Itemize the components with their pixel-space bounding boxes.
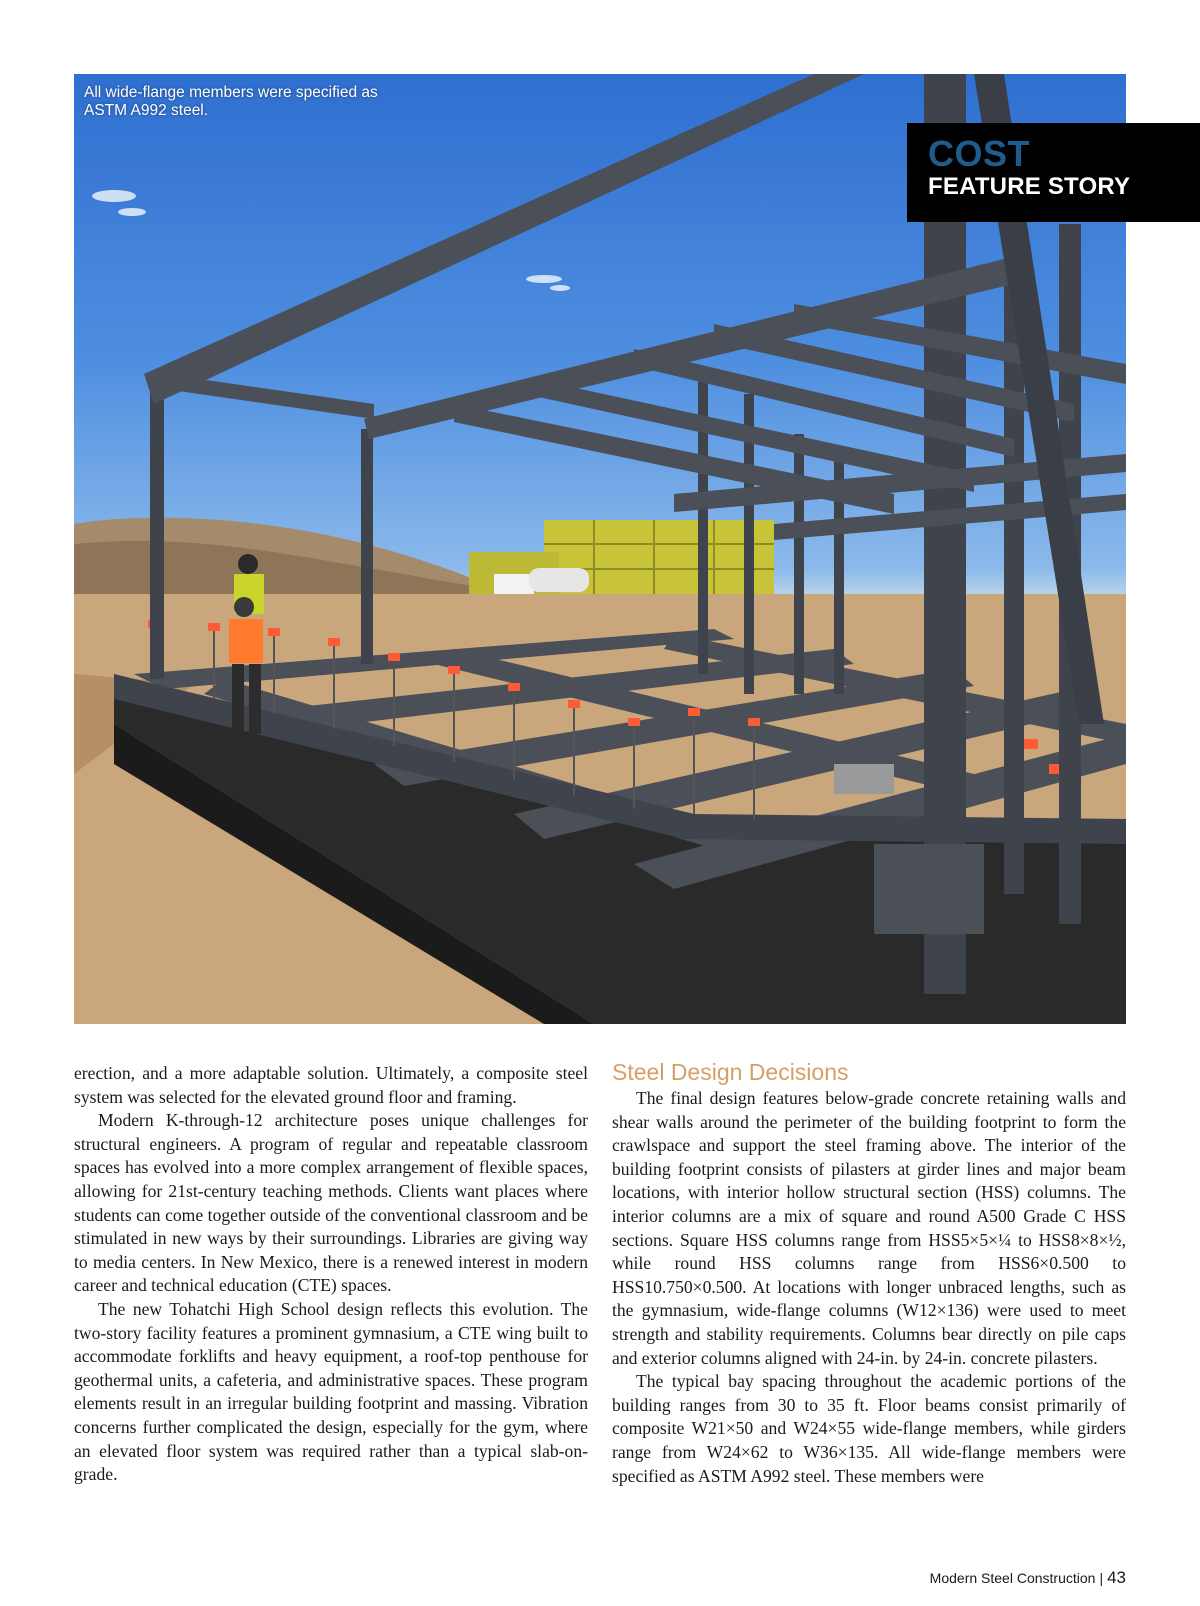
photo-caption: All wide-flange members were specified as ASTM A992 steel. [84,84,378,119]
badge-title: FEATURE STORY [928,173,1131,200]
footer-separator: | [1099,1570,1104,1586]
section-badge [907,123,1200,222]
page-footer [930,1568,1126,1588]
paragraph: The new Tohatchi High School design reflects this evolution. The two-story facility features a prominent gymnasium, a CTE wing built to accommodate forklifts and heavy equipment, a roof-top penthouse for geothermal units, a cafeteria, and administrative spaces. These program elements result in an irregular building footprint and massing. Vibration concerns further complicated the design, especially for the gym, where an elevated floor system was required rather than a typical slab-on-grade. [74,1298,588,1485]
section-heading: Steel Design Decisions [612,1059,849,1085]
page-number: 43 [1107,1568,1126,1587]
paragraph: The typical bay spacing throughout the academic portions of the building ranges from 30 to 35 ft. Floor beams consist primarily of composite W21×50 and W24×55 wide-flange members, while girders range from W24×62 to W36×135. All wide-flange members were specified as ASTM A992 steel. These members were [612,1371,1126,1486]
paragraph: Modern K-through-12 architecture poses unique challenges for structural engineers. A program of regular and repeatable classroom spaces has evolved into a more complex arrangement of flexible spaces, allowing for 21st-century teaching methods. Clients want places where students can come together outside of the conventional classroom and be stimulated in new ways by their surroundings. Libraries are giving way to media centers. In New Mexico, there is a renewed interest in modern career and technical education (CTE) spaces. [74,1110,588,1296]
left-column [74,1062,588,1487]
publication-name: Modern Steel Construction [929,1570,1096,1586]
paragraph: erection, and a more adaptable solution. Ultimately, a composite steel system was selected for the elevated ground floor and framing. [74,1063,588,1107]
badge-kicker: COST [928,133,1031,174]
right-column [612,1059,1126,1488]
paragraph: The final design features below-grade concrete retaining walls and shear walls around the perimeter of the building footprint to form the crawlspace and support the steel framing above. The interior of the building footprint consists of pilasters at girder lines and major beam locations, with interior hollow structural section (HSS) columns. The interior columns are a mix of square and round A500 Grade C HSS sections. Square HSS columns range from HSS5×5×¼ to HSS8×8×½, while round HSS columns range from HSS6×0.500 to HSS10.750×0.500. At locations with longer unbraced lengths, such as the gymnasium, wide-flange columns (W12×136) were used to meet strength and stability requirements. Columns bear directly on pile caps and exterior columns aligned with 24-in. by 24-in. concrete pilasters. [612,1088,1126,1368]
